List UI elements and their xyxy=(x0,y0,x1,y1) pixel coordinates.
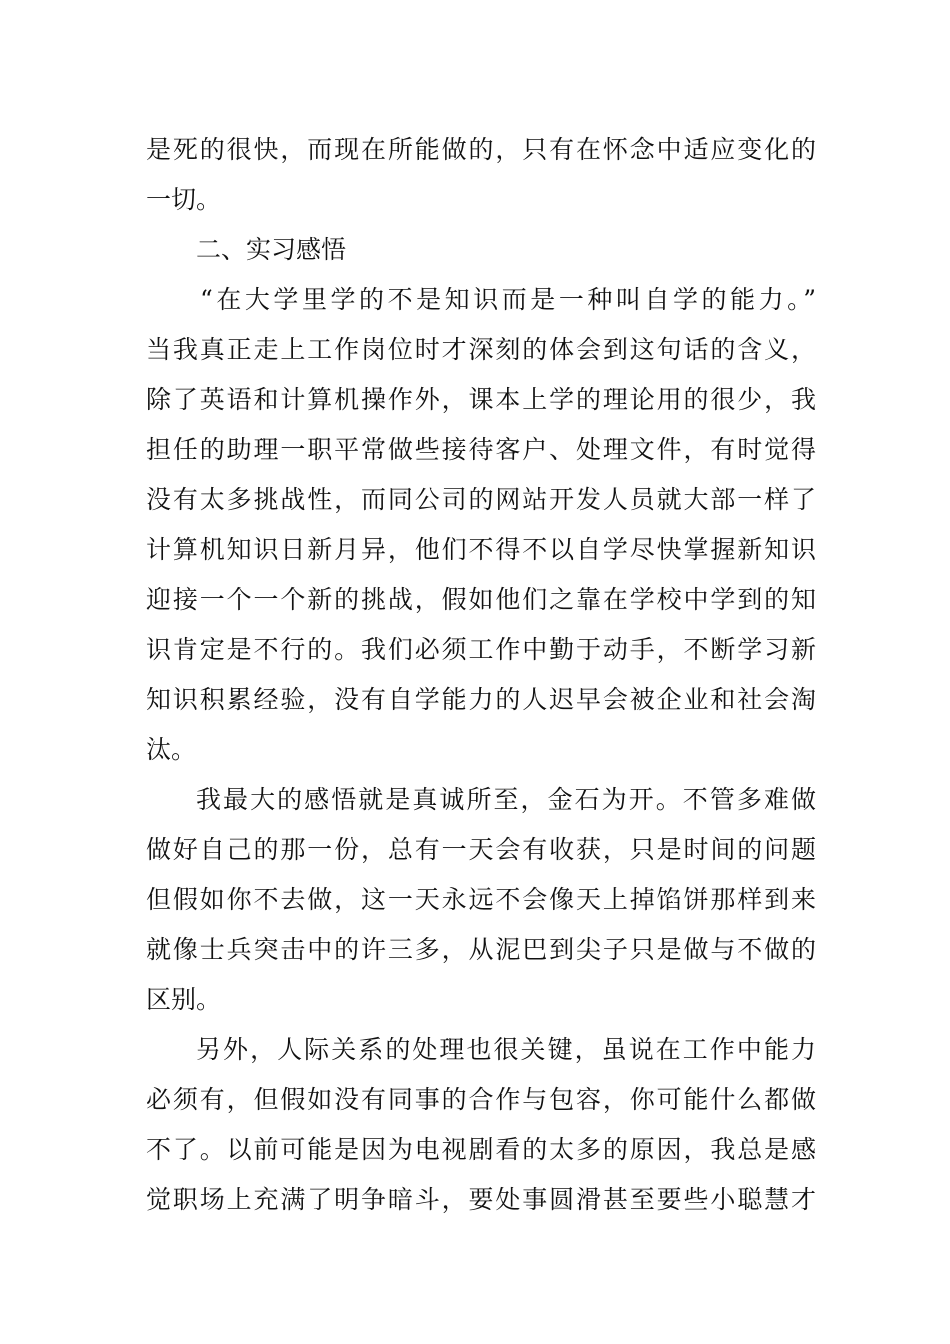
text-line: 汰。 xyxy=(146,735,197,764)
text-line: 区别。 xyxy=(146,985,222,1014)
text-line: 就像士兵突击中的许三多，从泥巴到尖子只是做与不做的 xyxy=(146,935,816,964)
text-line: 做好自己的那一份，总有一天会有收获，只是时间的问题 xyxy=(146,835,816,864)
text-line: 我最大的感悟就是真诚所至，金石为开。不管多难做 xyxy=(196,785,816,814)
text-line: 识肯定是不行的。我们必须工作中勤于动手，不断学习新 xyxy=(146,635,816,664)
text-line: 另外，人际关系的处理也很关键，虽说在工作中能力 xyxy=(196,1035,816,1064)
text-line: 当我真正走上工作岗位时才深刻的体会到这句话的含义， xyxy=(146,335,816,364)
text-line: 担任的助理一职平常做些接待客户、处理文件，有时觉得 xyxy=(146,435,816,464)
text-line: 计算机知识日新月异，他们不得不以自学尽快掌握新知识 xyxy=(146,535,816,564)
text-line: 一切。 xyxy=(146,185,222,214)
text-line: 但假如你不去做，这一天永远不会像天上掉馅饼那样到来 xyxy=(146,885,816,914)
text-line: 没有太多挑战性，而同公司的网站开发人员就大部一样了 xyxy=(146,485,816,514)
text-line: 觉职场上充满了明争暗斗，要处事圆滑甚至要些小聪慧才 xyxy=(146,1185,816,1214)
section-heading: 二、实习感悟 xyxy=(196,235,347,264)
text-line: “在大学里学的不是知识而是一种叫自学的能力。” xyxy=(200,285,816,314)
text-line: 除了英语和计算机操作外，课本上学的理论用的很少，我 xyxy=(146,385,816,414)
text-line: 不了。以前可能是因为电视剧看的太多的原因，我总是感 xyxy=(146,1135,816,1164)
text-line: 迎接一个一个新的挑战，假如他们之靠在学校中学到的知 xyxy=(146,585,816,614)
text-line: 知识积累经验，没有自学能力的人迟早会被企业和社会淘 xyxy=(146,685,816,714)
text-line: 是死的很快，而现在所能做的，只有在怀念中适应变化的 xyxy=(146,135,816,164)
text-line: 必须有，但假如没有同事的合作与包容，你可能什么都做 xyxy=(146,1085,816,1114)
